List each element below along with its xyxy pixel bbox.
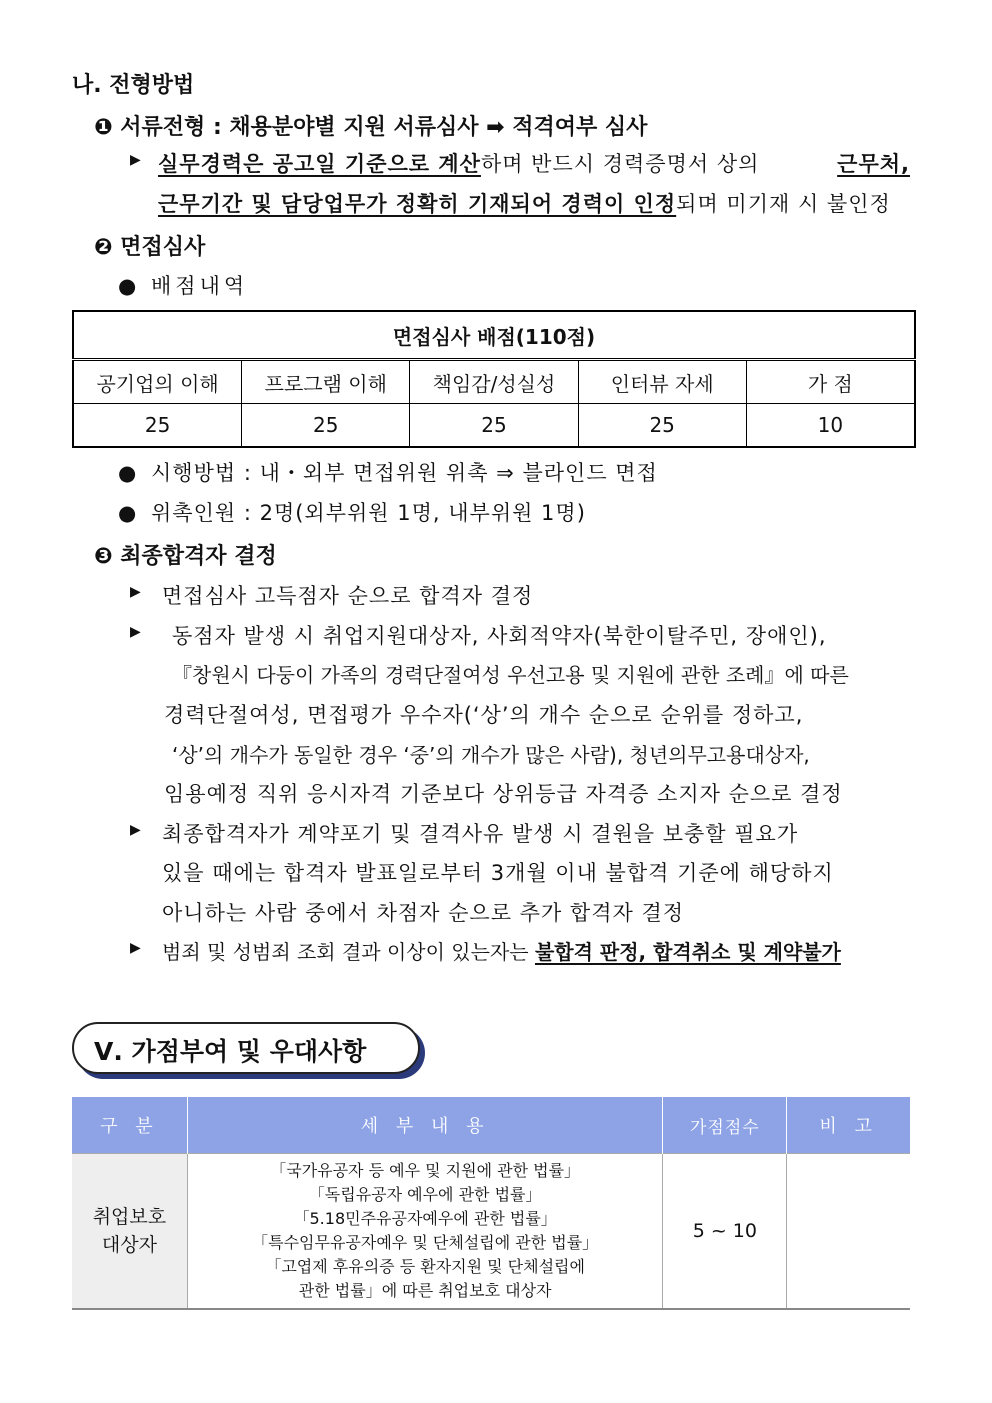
step3-bullet3-l3: 아니하는 사람 중에서 차점자 순으로 추가 합격자 결정 (162, 901, 685, 925)
pref-header-details: 세 부 내 용 (187, 1097, 663, 1154)
bullet-arrow-icon: ▶ (130, 822, 142, 838)
score-table-title: 면접심사 배점(110점) (73, 311, 915, 360)
pref-header-note: 비 고 (787, 1097, 910, 1154)
step1-line1-text: 하며 반드시 경력증명서 상의 (480, 152, 760, 176)
score-header: 프로그램 이해 (242, 360, 410, 404)
section-title: 나. 전형방법 (72, 73, 195, 98)
step2-sub-label: 배점내역 (151, 274, 249, 298)
pref-details-cell (187, 1154, 663, 1310)
bullet-arrow-icon: ▶ (130, 584, 142, 600)
bullet-arrow-icon: ▶ (130, 624, 142, 640)
step3-bullet3-l2: 있을 때에는 합격자 발표일로부터 3개월 이내 불합격 기준에 해당하지 (162, 861, 834, 885)
pref-detail-line: 「국가유공자 등 예우 및 지원에 관한 법률」 (270, 1161, 581, 1180)
pref-header-points: 가점점수 (663, 1097, 787, 1154)
score-table (72, 310, 916, 448)
step2-members-text: 위촉인원 : 2명(외부위원 1명, 내부위원 1명) (151, 501, 586, 525)
step3-bullet1: 면접심사 고득점자 순으로 합격자 결정 (162, 584, 534, 608)
step3-bullet2-l3: 경력단절여성, 면접평가 우수자(‘상’의 개수 순으로 순위를 정하고, (164, 703, 804, 727)
pref-detail-line: 「고엽제 후유의증 등 환자지원 및 단체설립에 (265, 1257, 585, 1276)
pref-header-category: 구 분 (72, 1097, 187, 1154)
score-header: 책임감/성실성 (410, 360, 578, 404)
step3-bullet2-l1: 동점자 발생 시 취업지원대상자, 사회적약자(북한이탈주민, 장애인), (172, 624, 827, 648)
score-header: 가 점 (746, 360, 915, 404)
step3-heading: ❸ 최종합격자 결정 (94, 544, 277, 569)
step3-bullet4 (162, 936, 841, 965)
pref-detail-line: 관한 법률」에 따른 취업보호 대상자 (298, 1281, 552, 1300)
bullet-dot-icon: ● (118, 501, 138, 525)
step2-sub (118, 270, 248, 300)
step2-method-text: 시행방법 : 내・외부 면접위원 위촉 ⇒ 블라인드 면접 (151, 461, 658, 485)
section-v-title-box (72, 1022, 420, 1074)
score-value: 25 (242, 404, 410, 448)
step3-bullet2-l4: ‘상’의 개수가 동일한 경우 ‘중’의 개수가 많은 사람), 청년의무고용대상자, (172, 743, 810, 767)
bullet-dot-icon: ● (118, 274, 138, 298)
step2-method (118, 457, 658, 487)
step3-bullet3-l1: 최종합격자가 계약포기 및 결격사유 발생 시 결원을 보충할 필요가 (162, 822, 799, 846)
pref-category-line: 취업보호 (92, 1206, 167, 1228)
step1-line1-underlined: 실무경력은 공고일 기준으로 계산 (158, 152, 481, 176)
pref-points-cell: 5 ~ 10 (663, 1154, 787, 1310)
step1-line1 (158, 148, 910, 178)
score-header: 인터뷰 자세 (578, 360, 746, 404)
step3-bullet2-l2: 『창원시 다둥이 가족의 경력단절여성 우선고용 및 지원에 관한 조례』에 따른 (172, 663, 849, 687)
step3-bullet4-text: 범죄 및 성범죄 조회 결과 이상이 있는자는 (162, 940, 535, 964)
pref-detail-line: 「독립유공자 예우에 관한 법률」 (308, 1185, 542, 1204)
score-header: 공기업의 이해 (73, 360, 242, 404)
section-v-title: Ⅴ. 가점부여 및 우대사항 (94, 1037, 367, 1066)
step1-line2-text: 되며 미기재 시 불인정 (676, 192, 891, 216)
score-value: 25 (410, 404, 578, 448)
pref-category-line: 대상자 (101, 1234, 157, 1256)
step1-heading: ❶ 서류전형 : 채용분야별 지원 서류심사 ➡ 적격여부 심사 (94, 115, 648, 140)
step3-bullet2-l5: 임용예정 직위 응시자격 기준보다 상위등급 자격증 소지자 순으로 결정 (164, 782, 843, 806)
step1-line1-underlined2: 근무처, (837, 152, 910, 176)
pref-detail-line: 「5.18민주유공자예우에 관한 법률」 (293, 1209, 557, 1228)
step2-members (118, 497, 586, 527)
score-value: 25 (578, 404, 746, 448)
bullet-arrow-icon: ▶ (130, 940, 142, 956)
step2-heading: ❷ 면접심사 (94, 235, 206, 260)
bullet-dot-icon: ● (118, 461, 138, 485)
pref-note-cell (787, 1154, 910, 1310)
pref-category-cell (72, 1154, 187, 1310)
pref-detail-line: 「특수임무유공자예우 및 단체설립에 관한 법률」 (252, 1233, 599, 1252)
preference-table (72, 1097, 910, 1310)
score-value: 25 (73, 404, 242, 448)
bullet-arrow-icon: ▶ (130, 152, 142, 168)
step1-line2-underlined: 근무기간 및 담당업무가 정확히 기재되어 경력이 인정 (158, 192, 677, 216)
step3-bullet4-underlined: 불합격 판정, 합격취소 및 계약불가 (534, 940, 841, 964)
score-value: 10 (746, 404, 915, 448)
step1-line2 (158, 188, 891, 218)
